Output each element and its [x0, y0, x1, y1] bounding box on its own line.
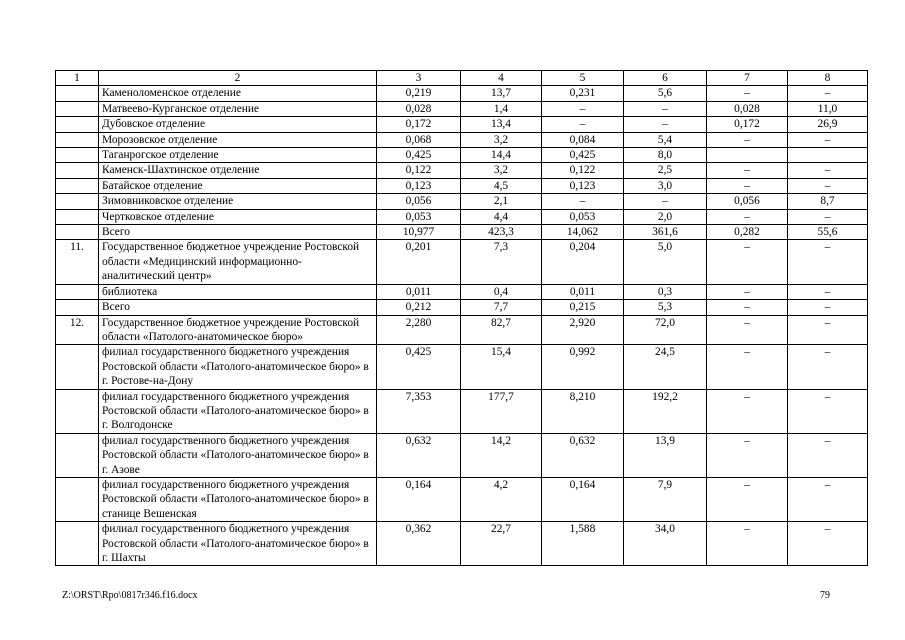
table-row: [56, 477, 868, 521]
col5-cell: 1,588: [542, 522, 624, 566]
table-row: [56, 225, 868, 240]
col6-cell: 361,6: [624, 225, 707, 240]
col5-cell: 0,231: [542, 86, 624, 101]
col8-cell: –: [788, 477, 868, 521]
col7-cell: 0,056: [707, 194, 788, 209]
col6-cell: –: [624, 117, 707, 132]
col3-cell: 0,123: [377, 178, 461, 193]
col6-cell: 5,4: [624, 132, 707, 147]
col7-cell: –: [707, 163, 788, 178]
row-number-cell: [56, 300, 99, 315]
name-cell: филиал государственного бюджетного учреждения Ростовской области «Патолого-анатомическое бюро» в г. Азове: [99, 433, 377, 477]
col4-cell: 423,3: [461, 225, 542, 240]
col3-cell: 0,212: [377, 300, 461, 315]
table-row: [56, 209, 868, 224]
col6-cell: 5,3: [624, 300, 707, 315]
table-row: [56, 148, 868, 163]
col6-cell: 72,0: [624, 315, 707, 345]
table-row: [56, 178, 868, 193]
col5-cell: 0,164: [542, 477, 624, 521]
col4-cell: 15,4: [461, 345, 542, 389]
table-row: [56, 86, 868, 101]
table-row: [56, 433, 868, 477]
col6-cell: 2,5: [624, 163, 707, 178]
col6-cell: 5,0: [624, 240, 707, 284]
col7-cell: 0,028: [707, 101, 788, 116]
header-cell: 1: [56, 71, 99, 86]
col4-cell: 0,4: [461, 284, 542, 299]
col5-cell: 0,053: [542, 209, 624, 224]
table-row: [56, 240, 868, 284]
col7-cell: –: [707, 315, 788, 345]
col8-cell: 11,0: [788, 101, 868, 116]
col5-cell: 0,632: [542, 433, 624, 477]
col7-cell: [707, 148, 788, 163]
col8-cell: –: [788, 178, 868, 193]
col4-cell: 2,1: [461, 194, 542, 209]
name-cell: Государственное бюджетное учреждение Ростовской области «Медицинский информационно-аналитический центр»: [99, 240, 377, 284]
col6-cell: 0,3: [624, 284, 707, 299]
name-cell: филиал государственного бюджетного учреждения Ростовской области «Патолого-анатомическое бюро» в г. Ростове-на-Дону: [99, 345, 377, 389]
col3-cell: 0,122: [377, 163, 461, 178]
col3-cell: 0,172: [377, 117, 461, 132]
col6-cell: 3,0: [624, 178, 707, 193]
col7-cell: –: [707, 240, 788, 284]
col6-cell: –: [624, 101, 707, 116]
row-number-cell: [56, 101, 99, 116]
name-cell: Всего: [99, 225, 377, 240]
col3-cell: 0,028: [377, 101, 461, 116]
table-row: [56, 300, 868, 315]
header-cell: 5: [542, 71, 624, 86]
col8-cell: –: [788, 300, 868, 315]
col4-cell: 7,7: [461, 300, 542, 315]
name-cell: библиотека: [99, 284, 377, 299]
name-cell: Матвеево-Курганское отделение: [99, 101, 377, 116]
header-cell: 7: [707, 71, 788, 86]
col6-cell: 24,5: [624, 345, 707, 389]
col3-cell: 0,053: [377, 209, 461, 224]
name-cell: Каменск-Шахтинское отделение: [99, 163, 377, 178]
footer-file-path: Z:\ORST\Rpo\0817r346.f16.docx: [62, 590, 198, 601]
col4-cell: 3,2: [461, 132, 542, 147]
row-number-cell: [56, 163, 99, 178]
col7-cell: –: [707, 345, 788, 389]
col4-cell: 82,7: [461, 315, 542, 345]
col5-cell: 0,123: [542, 178, 624, 193]
col8-cell: –: [788, 132, 868, 147]
page-number: 79: [820, 590, 830, 601]
col8-cell: 8,7: [788, 194, 868, 209]
table-row: [56, 345, 868, 389]
col5-cell: 8,210: [542, 389, 624, 433]
table-header-row: [56, 71, 868, 86]
row-number-cell: [56, 86, 99, 101]
col5-cell: –: [542, 117, 624, 132]
name-cell: Зимовниковское отделение: [99, 194, 377, 209]
col6-cell: 8,0: [624, 148, 707, 163]
col4-cell: 14,2: [461, 433, 542, 477]
row-number-cell: [56, 194, 99, 209]
col3-cell: 0,632: [377, 433, 461, 477]
col7-cell: –: [707, 300, 788, 315]
col8-cell: –: [788, 433, 868, 477]
table-row: [56, 315, 868, 345]
col7-cell: –: [707, 86, 788, 101]
table-row: [56, 284, 868, 299]
header-cell: 8: [788, 71, 868, 86]
table-row: [56, 163, 868, 178]
name-cell: Батайское отделение: [99, 178, 377, 193]
col4-cell: 14,4: [461, 148, 542, 163]
col4-cell: 1,4: [461, 101, 542, 116]
row-number-cell: [56, 178, 99, 193]
row-number-cell: [56, 209, 99, 224]
row-number-cell: [56, 148, 99, 163]
col5-cell: –: [542, 194, 624, 209]
col6-cell: 34,0: [624, 522, 707, 566]
col6-cell: 2,0: [624, 209, 707, 224]
table-row: [56, 389, 868, 433]
col8-cell: –: [788, 284, 868, 299]
col6-cell: –: [624, 194, 707, 209]
col8-cell: 55,6: [788, 225, 868, 240]
col3-cell: 10,977: [377, 225, 461, 240]
col5-cell: 0,084: [542, 132, 624, 147]
header-cell: 6: [624, 71, 707, 86]
col4-cell: 3,2: [461, 163, 542, 178]
col4-cell: 7,3: [461, 240, 542, 284]
name-cell: Таганрогское отделение: [99, 148, 377, 163]
row-number-cell: [56, 433, 99, 477]
col7-cell: –: [707, 178, 788, 193]
col7-cell: 0,172: [707, 117, 788, 132]
col3-cell: 0,362: [377, 522, 461, 566]
col3-cell: 7,353: [377, 389, 461, 433]
col3-cell: 0,056: [377, 194, 461, 209]
name-cell: филиал государственного бюджетного учреждения Ростовской области «Патолого-анатомическое бюро» в станице Вешенская: [99, 477, 377, 521]
col4-cell: 22,7: [461, 522, 542, 566]
row-number-cell: [56, 477, 99, 521]
col5-cell: 0,204: [542, 240, 624, 284]
name-cell: Дубовское отделение: [99, 117, 377, 132]
row-number-cell: [56, 225, 99, 240]
col3-cell: 0,011: [377, 284, 461, 299]
name-cell: Всего: [99, 300, 377, 315]
col3-cell: 0,201: [377, 240, 461, 284]
row-number-cell: [56, 132, 99, 147]
col8-cell: –: [788, 240, 868, 284]
col6-cell: 13,9: [624, 433, 707, 477]
col3-cell: 0,425: [377, 148, 461, 163]
name-cell: Чертковское отделение: [99, 209, 377, 224]
row-number-cell: [56, 522, 99, 566]
col7-cell: –: [707, 389, 788, 433]
name-cell: филиал государственного бюджетного учреждения Ростовской области «Патолого-анатомическое бюро» в г. Шахты: [99, 522, 377, 566]
col3-cell: 0,068: [377, 132, 461, 147]
col7-cell: –: [707, 433, 788, 477]
col8-cell: 26,9: [788, 117, 868, 132]
col8-cell: –: [788, 522, 868, 566]
col3-cell: 0,219: [377, 86, 461, 101]
row-number-cell: 11.: [56, 240, 99, 284]
col6-cell: 7,9: [624, 477, 707, 521]
name-cell: филиал государственного бюджетного учреждения Ростовской области «Патолого-анатомическое бюро» в г. Волгодонске: [99, 389, 377, 433]
table-row: [56, 194, 868, 209]
header-cell: 2: [99, 71, 377, 86]
row-number-cell: [56, 389, 99, 433]
table-row: [56, 117, 868, 132]
col4-cell: 177,7: [461, 389, 542, 433]
col8-cell: –: [788, 315, 868, 345]
name-cell: Морозовское отделение: [99, 132, 377, 147]
col3-cell: 0,164: [377, 477, 461, 521]
row-number-cell: [56, 345, 99, 389]
col6-cell: 192,2: [624, 389, 707, 433]
data-table: [55, 70, 868, 566]
col4-cell: 4,5: [461, 178, 542, 193]
col8-cell: [788, 148, 868, 163]
col5-cell: 0,425: [542, 148, 624, 163]
col4-cell: 4,2: [461, 477, 542, 521]
col5-cell: 14,062: [542, 225, 624, 240]
col3-cell: 2,280: [377, 315, 461, 345]
col7-cell: 0,282: [707, 225, 788, 240]
col5-cell: –: [542, 101, 624, 116]
col8-cell: –: [788, 86, 868, 101]
col8-cell: –: [788, 345, 868, 389]
table-row: [56, 522, 868, 566]
col4-cell: 13,4: [461, 117, 542, 132]
col8-cell: –: [788, 209, 868, 224]
col7-cell: –: [707, 477, 788, 521]
col5-cell: 0,122: [542, 163, 624, 178]
col5-cell: 0,992: [542, 345, 624, 389]
header-cell: 4: [461, 71, 542, 86]
name-cell: Каменоломенское отделение: [99, 86, 377, 101]
col4-cell: 4,4: [461, 209, 542, 224]
col6-cell: 5,6: [624, 86, 707, 101]
row-number-cell: [56, 117, 99, 132]
col5-cell: 2,920: [542, 315, 624, 345]
col7-cell: –: [707, 522, 788, 566]
col7-cell: –: [707, 209, 788, 224]
col5-cell: 0,011: [542, 284, 624, 299]
name-cell: Государственное бюджетное учреждение Ростовской области «Патолого-анатомическое бюро»: [99, 315, 377, 345]
row-number-cell: 12.: [56, 315, 99, 345]
col8-cell: –: [788, 163, 868, 178]
table-row: [56, 132, 868, 147]
header-cell: 3: [377, 71, 461, 86]
col7-cell: –: [707, 132, 788, 147]
col7-cell: –: [707, 284, 788, 299]
col5-cell: 0,215: [542, 300, 624, 315]
row-number-cell: [56, 284, 99, 299]
col8-cell: –: [788, 389, 868, 433]
col4-cell: 13,7: [461, 86, 542, 101]
col3-cell: 0,425: [377, 345, 461, 389]
table-row: [56, 101, 868, 116]
